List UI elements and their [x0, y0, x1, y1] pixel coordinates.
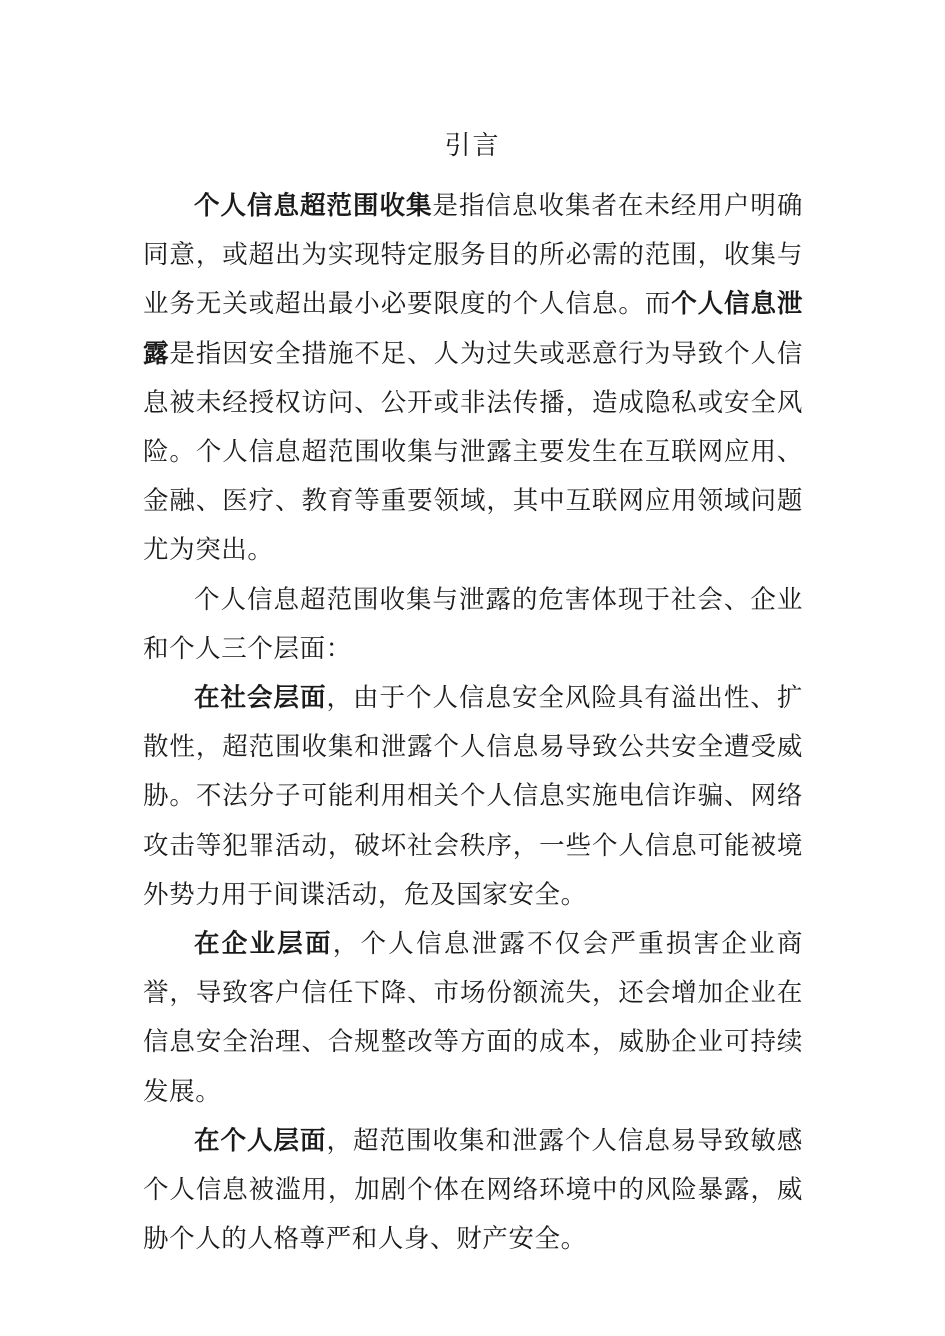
term-leakage: 个人信息泄露 — [143, 289, 803, 369]
paragraph-harms-intro — [143, 576, 803, 674]
heading-enterprise: 在企业层面 — [194, 929, 333, 960]
paragraph-definition — [143, 182, 803, 576]
paragraph-text: 是指信息收集者在未经用户明确同意，或超出为实现特定服务目的所必需的范围，收集与业务无关或超出最小必要限度的个人信息。而 — [143, 191, 804, 320]
page-title: 引言 — [444, 131, 501, 161]
paragraph-text: ，超范围收集和泄露个人信息易导致敏感个人信息被滥用，加剧个体在网络环境中的风险暴露，威胁个人的人格尊严和人身、财产安全。 — [143, 1125, 803, 1255]
document-body — [143, 182, 803, 1264]
term-over-collection: 个人信息超范围收集 — [194, 191, 433, 221]
paragraph-society — [143, 674, 803, 920]
paragraph-enterprise — [143, 920, 803, 1117]
heading-individual: 在个人层面 — [194, 1125, 327, 1156]
paragraph-text: 是指因安全措施不足、人为过失或恶意行为导致个人信息被未经授权访问、公开或非法传播，造成隐私或安全风险。个人信息超范围收集与泄露主要发生在互联网应用、金融、医疗、教育等重要领域，其中互联网应用领域问题尤为突出。 — [143, 338, 803, 566]
heading-society: 在社会层面 — [194, 683, 327, 714]
paragraph-text: ，个人信息泄露不仅会严重损害企业商誉，导致客户信任下降、市场份额流失，还会增加企业在信息安全治理、合规整改等方面的成本，威胁企业可持续发展。 — [143, 929, 803, 1107]
paragraph-individual — [143, 1117, 803, 1265]
paragraph-text: 个人信息超范围收集与泄露的危害体现于社会、企业和个人三个层面： — [143, 584, 803, 664]
paragraph-text: ，由于个人信息安全风险具有溢出性、扩散性，超范围收集和泄露个人信息易导致公共安全遭受威胁。不法分子可能利用相关个人信息实施电信诈骗、网络攻击等犯罪活动，破坏社会秩序，一些个人信息可能被境外势力用于间谍活动，危及国家安全。 — [143, 683, 803, 910]
